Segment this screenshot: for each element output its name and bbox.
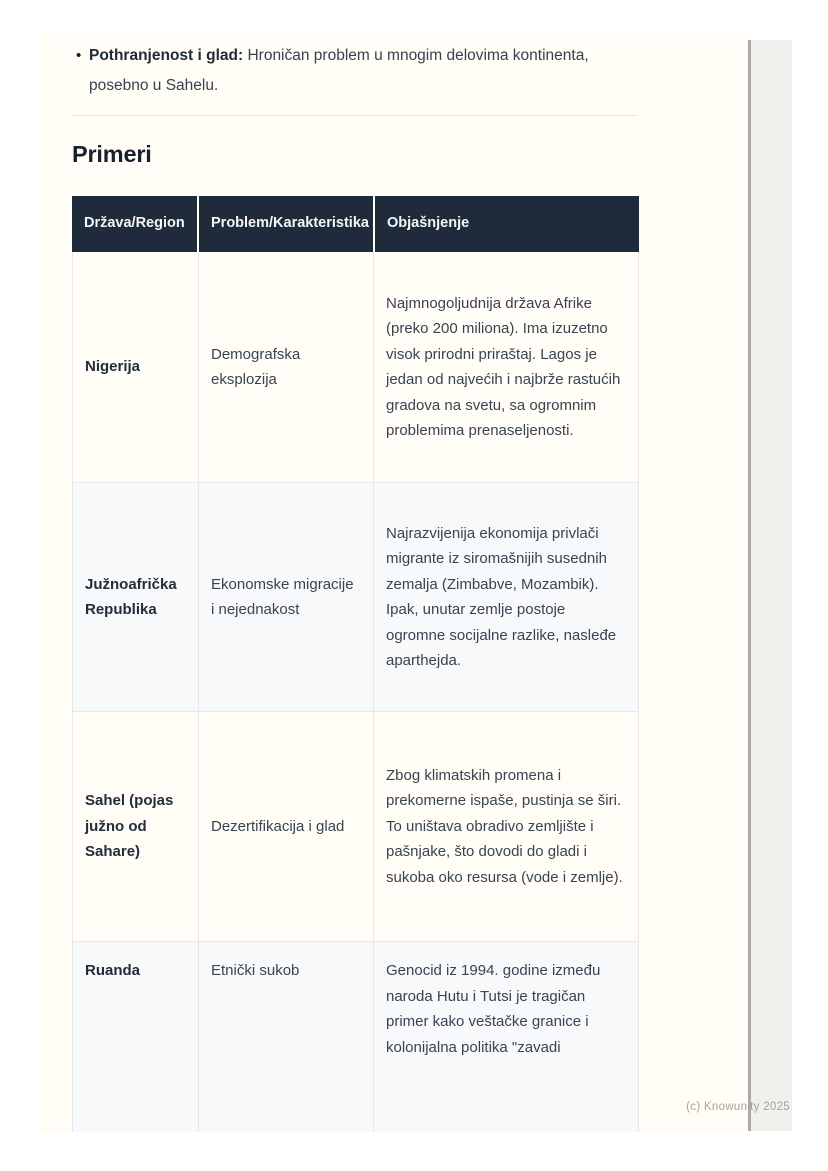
table-row [73, 483, 638, 712]
cell-problem [199, 483, 374, 711]
cell-problem-text: Dezertifikacija i glad [211, 817, 345, 835]
cell-problem-text: Ekonomske migracije i nejednakost [211, 575, 354, 618]
bullet-dot: • [76, 47, 82, 64]
cell-problem [199, 252, 374, 482]
cell-region-text: Južnoafrička Republika [85, 575, 177, 618]
bullet-body: Hroničan problem u mnogim delovima kontinenta, posebno u Sahelu. [89, 47, 589, 94]
cell-explanation [374, 942, 638, 1132]
cell-explanation-text: Najrazvijenija ekonomija privlači migrante iz siromašnijih susednih zemalja (Zimbabve, Mozambik). Ipak, unutar zemlje postoje ogromne socijalne razlike, nasleđe aparthejda. [386, 524, 617, 669]
cell-region-text: Sahel (pojas južno od Sahare) [85, 792, 174, 861]
cell-problem-text: Demografska eksplozija [211, 345, 301, 388]
cell-region [73, 252, 199, 482]
section-divider [72, 115, 637, 116]
column-header-region: Država/Region [72, 196, 199, 252]
cell-explanation [374, 252, 638, 482]
examples-table [72, 196, 639, 1132]
table-row [73, 942, 638, 1132]
column-header-explanation: Objašnjenje [387, 215, 470, 232]
table-body [73, 252, 638, 1132]
column-header-problem: Problem/Karakteristika [199, 196, 375, 252]
cell-explanation-text: Najmnogoljudnija država Afrike (preko 200 miliona). Ima izuzetno visok prirodni priraštaj. Lagos je jedan od najvećih i najbrže rastućih gradova na svetu, sa ogromnim problemima prenaseljenosti. [386, 294, 621, 439]
bullet-item [72, 41, 637, 101]
cell-region [73, 712, 199, 941]
table-row [73, 252, 638, 483]
table-row [73, 712, 638, 942]
cell-explanation [374, 712, 638, 941]
watermark-text: (c) Knowunity 2025 [686, 1101, 790, 1113]
cell-region [73, 942, 199, 1132]
cell-problem-text: Etnički sukob [211, 962, 300, 979]
bullet-text [89, 41, 637, 101]
cell-region-text: Ruanda [85, 962, 141, 979]
document-page [40, 33, 748, 1132]
cell-explanation [374, 483, 638, 711]
cell-problem [199, 712, 374, 941]
cell-problem [199, 942, 374, 1132]
table-header-row [72, 196, 639, 252]
cell-region [73, 483, 199, 711]
bullet-lead: Pothranjenost i glad: [89, 47, 244, 64]
cell-explanation-text: Zbog klimatskih promena i prekomerne ispaše, pustinja se širi. To uništava obradivo zemljište i pašnjake, što dovodi do gladi i sukoba oko resursa (vode i zemlje). [386, 766, 623, 886]
scrollbar-track[interactable] [748, 40, 792, 1131]
cell-explanation-text: Genocid iz 1994. godine između naroda Hutu i Tutsi je tragičan primer kako veštačke granice i kolonijalna politika "zavadi [386, 962, 601, 1056]
cell-region-text: Nigerija [85, 358, 141, 376]
section-heading: Primeri [72, 141, 152, 167]
